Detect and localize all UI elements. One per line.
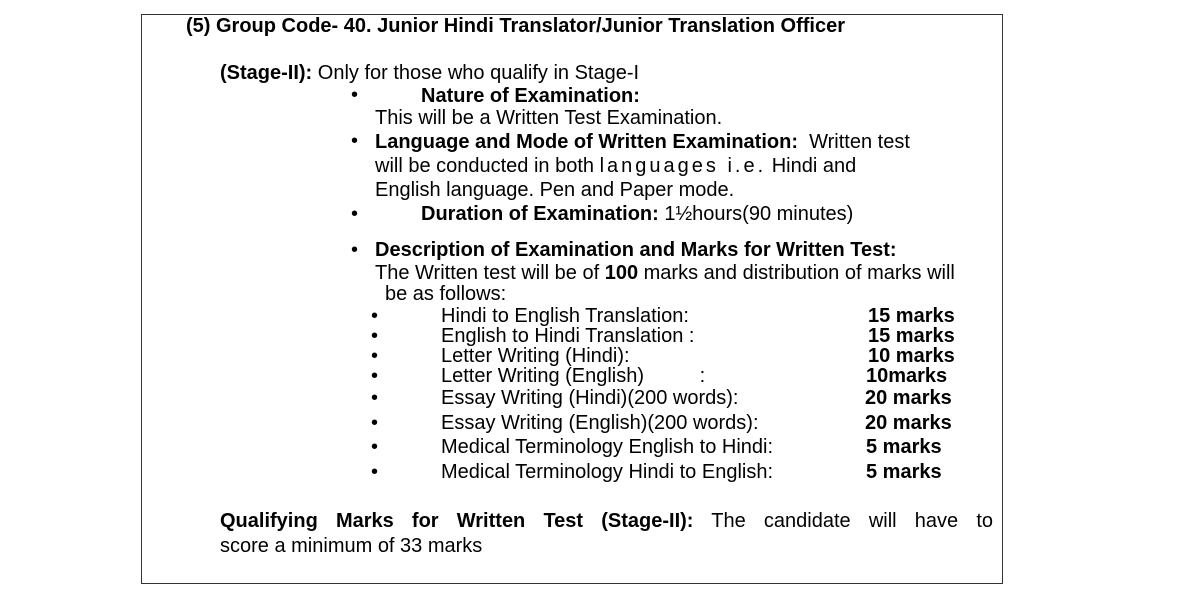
duration-title: Duration of Examination: bbox=[421, 203, 659, 225]
duration-text: 1½hours(90 minutes) bbox=[658, 203, 854, 225]
qualifying-line-1 bbox=[220, 510, 993, 533]
bullet-language: • bbox=[351, 130, 359, 152]
stage-line bbox=[220, 62, 639, 85]
marks-item-name: Letter Writing (Hindi): bbox=[441, 345, 630, 367]
marks-item-name: Letter Writing (English) : bbox=[441, 365, 706, 387]
stage-label: (Stage-II): bbox=[220, 62, 313, 84]
language-text-3: English language. Pen and Paper mode. bbox=[375, 179, 735, 201]
marks-item-value: 15 marks bbox=[868, 305, 955, 327]
language-title: Language and Mode of Written Examination: bbox=[375, 131, 798, 153]
marks-bullet: • bbox=[371, 305, 379, 327]
description-text-1a: The Written test will be of bbox=[375, 262, 605, 284]
marks-item-name: Essay Writing (English)(200 words): bbox=[441, 412, 759, 434]
marks-item-name: Medical Terminology Hindi to English: bbox=[441, 461, 774, 483]
qualifying-text-2: score a minimum of 33 marks bbox=[220, 535, 483, 557]
marks-item-name: Hindi to English Translation: bbox=[441, 305, 689, 327]
language-line-2 bbox=[375, 155, 856, 178]
bullet-nature: • bbox=[351, 84, 359, 106]
marks-bullet: • bbox=[371, 325, 379, 347]
description-text-2: be as follows: bbox=[385, 283, 507, 305]
marks-bullet: • bbox=[371, 461, 379, 483]
stage-text: Only for those who qualify in Stage-I bbox=[312, 62, 640, 84]
description-title: Description of Examination and Marks for Written Test: bbox=[375, 239, 897, 261]
marks-bullet: • bbox=[371, 365, 379, 387]
marks-bullet: • bbox=[371, 345, 379, 367]
language-text-2b: languages i.e. bbox=[599, 155, 767, 177]
language-line-1 bbox=[375, 131, 910, 154]
marks-item-value: 10marks bbox=[866, 365, 948, 387]
language-text-2c: Hindi and bbox=[766, 155, 857, 177]
nature-text: This will be a Written Test Examination. bbox=[375, 107, 723, 129]
qualifying-title: Qualifying Marks for Written Test (Stage-II): bbox=[220, 510, 694, 532]
bullet-description: • bbox=[351, 239, 359, 261]
marks-item-name: Essay Writing (Hindi)(200 words): bbox=[441, 387, 739, 409]
marks-bullet: • bbox=[371, 412, 379, 434]
language-text-1: Written test bbox=[809, 131, 910, 153]
language-text-2a: will be conducted in both bbox=[375, 155, 600, 177]
marks-item-name: Medical Terminology English to Hindi: bbox=[441, 436, 774, 458]
description-text-1c: marks and distribution of marks will bbox=[638, 262, 955, 284]
marks-bullet: • bbox=[371, 436, 379, 458]
marks-item-value: 5 marks bbox=[866, 436, 942, 458]
marks-item-value: 15 marks bbox=[868, 325, 955, 347]
marks-item-value: 5 marks bbox=[866, 461, 942, 483]
section-heading: (5) Group Code- 40. Junior Hindi Translator/Junior Translation Officer bbox=[186, 15, 845, 37]
marks-item-name: English to Hindi Translation : bbox=[441, 325, 695, 347]
marks-bullet: • bbox=[371, 387, 379, 409]
description-line-1 bbox=[375, 262, 955, 285]
qualifying-text-1: The candidate will have to bbox=[711, 510, 993, 532]
marks-item-value: 10 marks bbox=[868, 345, 955, 367]
nature-title: Nature of Examination: bbox=[421, 85, 640, 107]
marks-item-value: 20 marks bbox=[865, 412, 952, 434]
description-total-marks: 100 bbox=[604, 262, 639, 284]
marks-item-value: 20 marks bbox=[865, 387, 952, 409]
bullet-duration: • bbox=[351, 203, 359, 225]
duration-line bbox=[421, 203, 853, 226]
